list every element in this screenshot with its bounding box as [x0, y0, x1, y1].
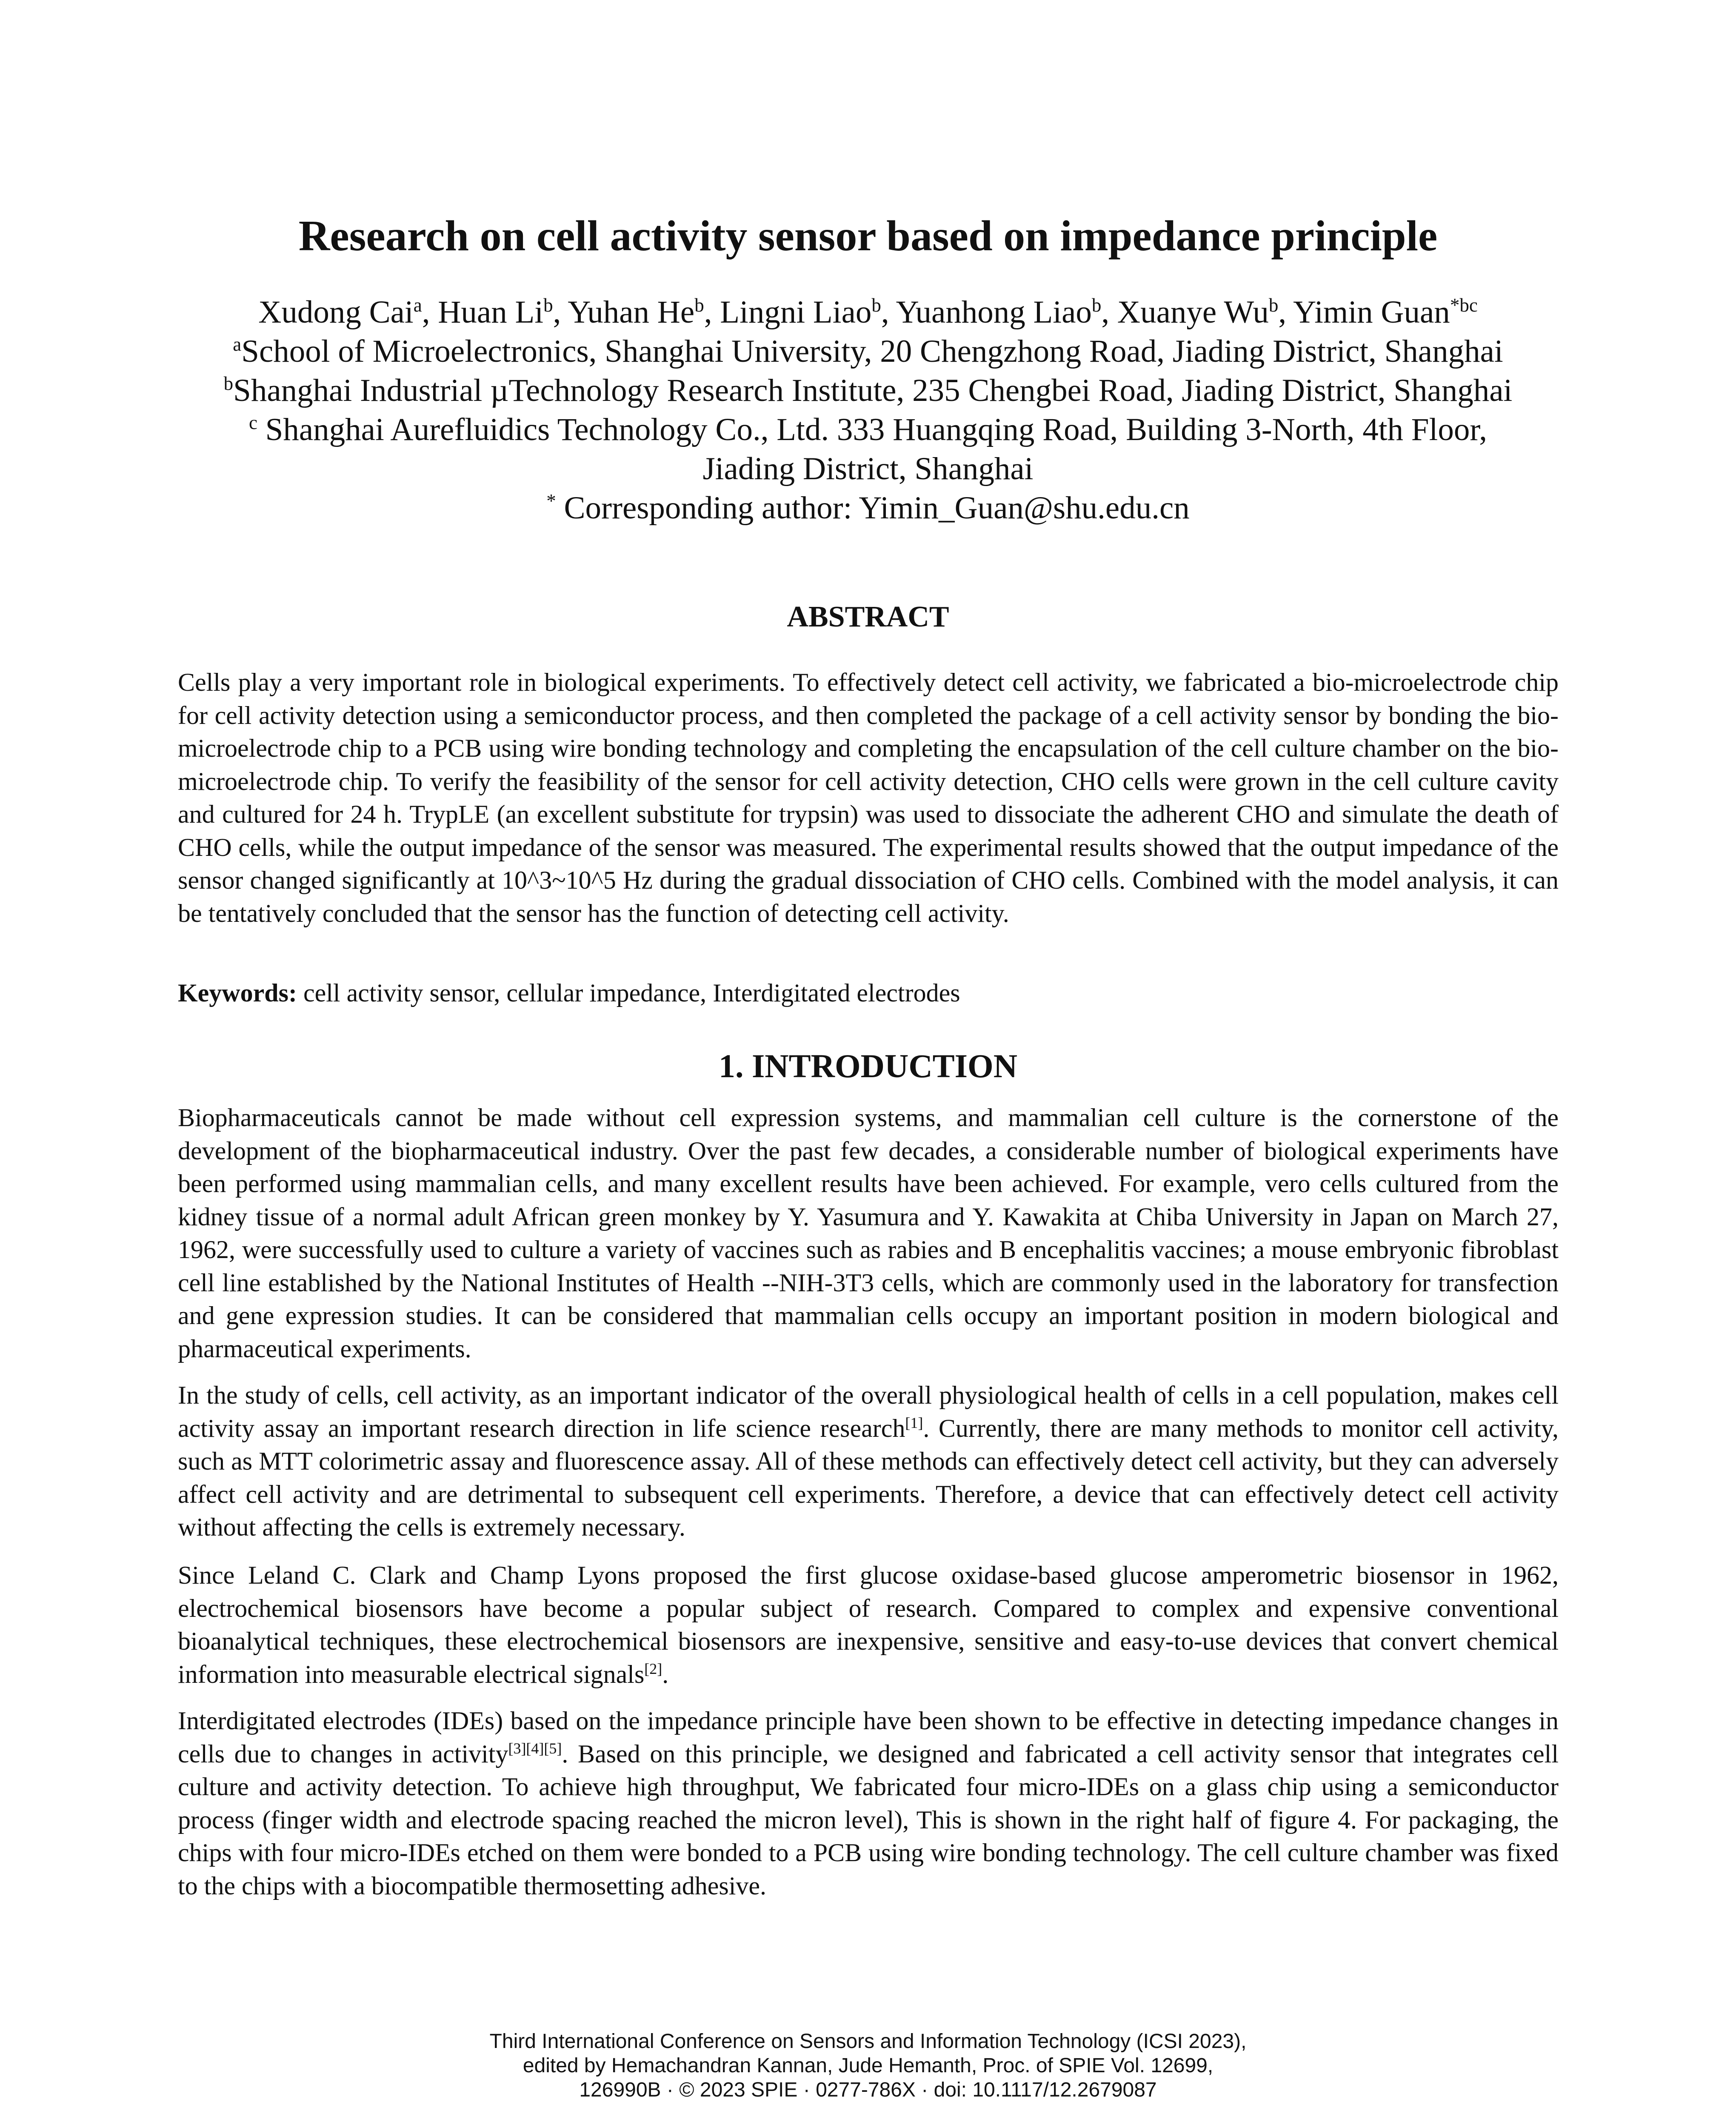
- author-name: Yuanhong Liao: [896, 295, 1092, 330]
- intro-paragraph-2: [178, 1379, 1559, 1544]
- author-block: [128, 293, 1608, 528]
- abstract-text: Cells play a very important role in biological experiments. To effectively detect cell activity, we fabricated a bio-microelectrode chip for cell activity detection using a semiconductor process, and then completed the package of a cell activity sensor by bonding the bio-microelectrode chip to a PCB using wire bonding technology and completing the encapsulation of the cell culture chamber on the bio-microelectrode chip. To verify the feasibility of the sensor for cell activity detection, CHO cells were grown in the cell culture cavity and cultured for 24 h. TrypLE (an excellent substitute for trypsin) was used to dissociate the adherent CHO and simulate the death of CHO cells, while the output impedance of the sensor was measured. The experimental results showed that the output impedance of the sensor changed significantly at 10^3~10^5 Hz during the gradual dissociation of CHO cells. Combined with the model analysis, it can be tentatively concluded that the sensor has the function of detecting cell activity.: [178, 668, 1559, 927]
- paragraph-text: . Based on this principle, we designed and fabricated a cell activity sensor that integrates cell culture and activity detection. To achieve high throughput, We fabricated four micro-IDEs on a glass chip using a semiconductor process (finger width and electrode spacing reached the micron level), This is shown in the right half of figure 4. For packaging, the chips with four micro-IDEs etched on them were bonded to a PCB using wire bonding technology. The cell culture chamber was fixed to the chips with a biocompatible thermosetting adhesive.: [178, 1739, 1559, 1900]
- author-name: Lingni Liao: [720, 295, 872, 330]
- abstract-heading: ABSTRACT: [787, 601, 949, 633]
- affiliation-c-continued: Jiading District, Shanghai: [702, 451, 1034, 486]
- author-affiliation-mark: b: [1091, 295, 1102, 316]
- paragraph-text: Since Leland C. Clark and Champ Lyons proposed the first glucose oxidase-based glucose amperometric biosensor in 1962, electrochemical biosensors have become a popular subject of research. Compared to complex and expensive conventional bioanalytical techniques, these electrochemical biosensors are inexpensive, sensitive and easy-to-use devices that convert chemical information into measurable electrical signals: [178, 1561, 1559, 1688]
- paper-title: Research on cell activity sensor based on impedance principle: [298, 212, 1438, 260]
- paragraph-text: In the study of cells, cell activity, as an important indicator of the overall physiological health of cells in a cell population, makes cell activity assay an important research direction in life science research: [178, 1381, 1559, 1442]
- affiliation-text: Shanghai Industrial µTechnology Research Institute, 235 Chengbei Road, Jiading District, Shanghai: [233, 373, 1513, 408]
- corresponding-mark: *: [546, 490, 556, 512]
- paragraph-text: . Currently, there are many methods to monitor cell activity, such as MTT colorimetric assay and fluorescence assay. All of these methods can effectively detect cell activity, but they can adversely affect cell activity and are detrimental to subsequent cell experiments. Therefore, a device that can effectively detect cell activity without affecting the cells is extremely necessary.: [178, 1414, 1559, 1541]
- introduction-heading: 1. INTRODUCTION: [718, 1047, 1018, 1084]
- author-affiliation-mark: *bc: [1450, 295, 1478, 316]
- paragraph-text: .: [662, 1660, 669, 1688]
- footer-line: 126990B · © 2023 SPIE · 0277-786X · doi: 10.1117/12.2679087: [579, 2079, 1157, 2101]
- intro-paragraph-3: [178, 1559, 1559, 1691]
- affiliation-a: [128, 332, 1608, 371]
- affiliation-text: School of Microelectronics, Shanghai University, 20 Chengzhong Road, Jiading District, Shanghai: [241, 334, 1503, 369]
- intro-paragraph-4: [178, 1705, 1559, 1902]
- author-name: Huan Li: [438, 295, 544, 330]
- affiliation-mark: b: [223, 373, 234, 394]
- affiliation-text: Shanghai Aurefluidics Technology Co., Ltd. 333 Huangqing Road, Building 3-North, 4th Floor,: [257, 412, 1488, 447]
- footer-line: edited by Hemachandran Kannan, Jude Hemanth, Proc. of SPIE Vol. 12699,: [523, 2054, 1213, 2077]
- affiliation-mark: a: [233, 334, 242, 355]
- paragraph-text: Biopharmaceuticals cannot be made without cell expression systems, and mammalian cell culture is the cornerstone of the development of the biopharmaceutical industry. Over the past few decades, a considerable number of biological experiments have been performed using mammalian cells, and many excellent results have been achieved. For example, vero cells cultured from the kidney tissue of a normal adult African green monkey by Y. Yasumura and Y. Kawakita at Chiba University in Japan on March 27, 1962, were successfully used to culture a variety of vaccines such as rabies and B encephalitis vaccines; a mouse embryonic fibroblast cell line established by the National Institutes of Health --NIH-3T3 cells, which are commonly used in the laboratory for transfection and gene expression studies. It can be considered that mammalian cells occupy an important position in modern biological and pharmaceutical experiments.: [178, 1104, 1559, 1363]
- affiliation-b: [128, 371, 1608, 410]
- author-affiliation-mark: b: [543, 295, 553, 316]
- corresponding-author: [128, 489, 1608, 528]
- paragraph-text: Interdigitated electrodes (IDEs) based on the impedance principle have been shown to be effective in detecting impedance changes in cells due to changes in activity: [178, 1707, 1559, 1768]
- author-name: Yuhan He: [568, 295, 695, 330]
- conference-footer: [0, 2029, 1736, 2102]
- abstract-section: [178, 666, 1559, 930]
- keywords-label: Keywords:: [178, 979, 297, 1007]
- author-name: Yimin Guan: [1293, 295, 1450, 330]
- author-affiliation-mark: b: [871, 295, 881, 316]
- intro-paragraph-1: [178, 1101, 1559, 1365]
- author-affiliation-mark: b: [694, 295, 704, 316]
- corresponding-text: Corresponding author: Yimin_Guan@shu.edu.cn: [556, 490, 1190, 526]
- citation-ref: [2]: [644, 1660, 662, 1677]
- author-name: Xuanye Wu: [1117, 295, 1269, 330]
- keywords-text: cell activity sensor, cellular impedance, Interdigitated electrodes: [297, 979, 960, 1007]
- footer-line: Third International Conference on Sensors and Information Technology (ICSI 2023),: [489, 2030, 1247, 2053]
- author-name: Xudong Cai: [258, 295, 414, 330]
- keywords-line: [178, 977, 1559, 1010]
- author-affiliation-mark: a: [413, 295, 422, 316]
- author-list: Xudong Cai$^a$, Huan Li$^b$, Yuhan He$^b$, Lingni Liao$^b$, Yuanhong Liao$^b$, Xuanye Wu$^b$, Yimin Guan$^{*bc}$: [258, 295, 1478, 330]
- citation-ref: [3][4][5]: [508, 1739, 562, 1757]
- author-affiliation-mark: b: [1268, 295, 1279, 316]
- affiliation-mark: c: [248, 412, 257, 433]
- affiliation-c: [128, 410, 1608, 449]
- citation-ref: [1]: [905, 1414, 923, 1431]
